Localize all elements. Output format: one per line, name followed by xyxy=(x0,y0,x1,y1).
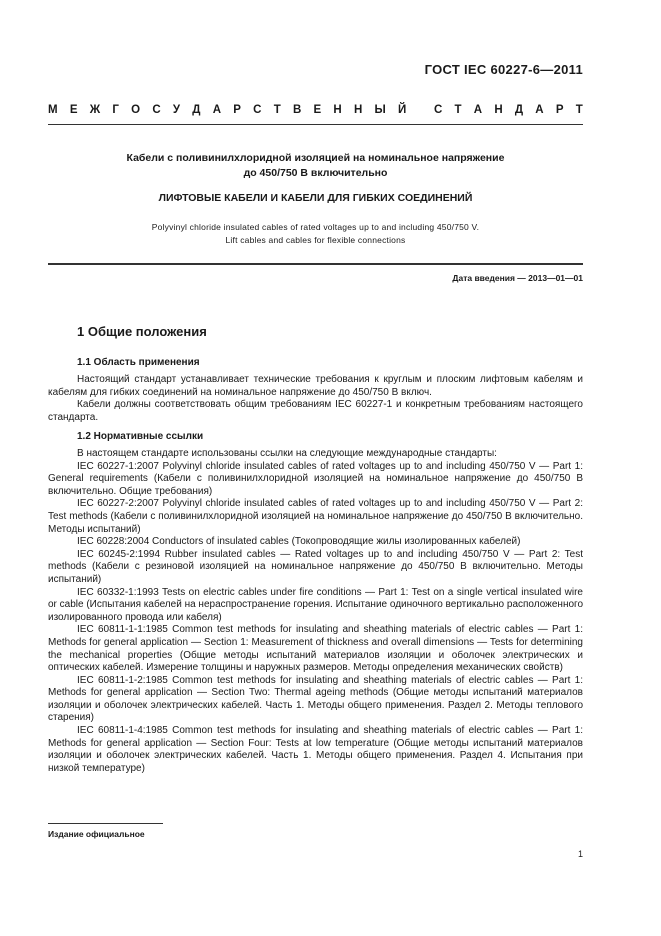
main-title: ЛИФТОВЫЕ КАБЕЛИ И КАБЕЛИ ДЛЯ ГИБКИХ СОЕДИНЕНИЙ xyxy=(158,192,473,204)
heading-letter: А xyxy=(535,104,544,116)
heading-letter: У xyxy=(172,104,181,116)
heading-letter: Ы xyxy=(374,104,386,116)
heading-letter xyxy=(419,104,422,116)
subsection-1-1-title: 1.1 Область применения xyxy=(77,357,200,368)
official-edition-note: Издание официальное xyxy=(48,829,145,839)
heading-letter: Д xyxy=(192,104,201,116)
reference-entry: IEC 60811-1-4:1985 Common test methods for insulating and sheathing materials of electric cables — Part 1: Methods for general application — Section Four: Tests at low temperature (Общие методы испытаний материалов изоляции и оболочек электрических кабелей. Часть 1. Методы общего применения. Раздел 4. Испытания при низкой температуре) xyxy=(48,725,583,774)
reference-entry: IEC 60245-2:1994 Rubber insulated cables — Rated voltages up to and including 450/750 V — Part 2: Test methods (Кабели с резиновой изоляцией на номинальное напряжение до 450/750 В включительно. Методы испытаний) xyxy=(48,548,583,585)
reference-entry: IEC 60332-1:1993 Tests on electric cables under fire conditions — Part 1: Test on a single vertical insulated wire or cable (Испытания кабелей на нераспространение горения. Испытание одиночного вертикально расположенного изолированного провода или кабеля) xyxy=(48,586,584,623)
document-code: ГОСТ IEC 60227-6—2011 xyxy=(424,62,583,77)
reference-entry: IEC 60227-1:2007 Polyvinyl chloride insulated cables of rated voltages up to and including 450/750 V — Part 1: General requirements (Кабели с поливинилхлоридной изоляцией на номинальное напряжение до 450/750 В включительно. Общие требования) xyxy=(48,460,583,497)
title-divider xyxy=(48,263,583,265)
heading-letter: Т xyxy=(575,104,583,116)
heading-letter: В xyxy=(292,104,302,116)
heading-letter: Й xyxy=(398,104,407,116)
reference-entry: IEC 60811-1-2:1985 Common test methods for insulating and sheathing materials of electric cables — Part 1: Methods for general application — Section Two: Thermal ageing methods (Общие методы испытаний материалов изоляции и оболочек электрических кабелей. Часть 1. Методы общего применения. Раздел 2. Методы теплового старения) xyxy=(48,674,583,724)
heading-letter: М xyxy=(48,104,58,116)
heading-letter: Р xyxy=(555,104,564,116)
heading-letter: Г xyxy=(112,104,119,116)
title-russian-line-2: до 450/750 В включительно xyxy=(243,167,388,179)
heading-letter: Н xyxy=(353,104,363,116)
title-russian-line-1: Кабели с поливинилхлоридной изоляцией на номинальное напряжение xyxy=(126,152,505,164)
heading-letter: Ж xyxy=(89,104,101,116)
paragraph: Кабели должны соответствовать общим требованиям IEC 60227-1 и конкретным требованиям настоящего стандарта. xyxy=(48,399,583,423)
subsection-1-2-title: 1.2 Нормативные ссылки xyxy=(77,431,204,442)
subsection-1-2-body xyxy=(48,448,583,775)
heading-letter: О xyxy=(131,104,141,116)
footer-divider xyxy=(48,823,163,824)
paragraph: Настоящий стандарт устанавливает технические требования к круглым и плоским лифтовым кабелям и кабелям для гибких соединений на номинальное напряжение до 450/750 В включ. xyxy=(48,374,583,398)
interstate-standard-heading xyxy=(48,104,583,116)
heading-letter: Т xyxy=(273,104,281,116)
paragraph: В настоящем стандарте использованы ссылки на следующие международные стандарты: xyxy=(77,448,497,459)
heading-letter: Е xyxy=(69,104,78,116)
page-number: 1 xyxy=(577,849,583,859)
introduction-date: Дата введения — 2013—01—01 xyxy=(452,273,583,283)
title-english-line-2: Lift cables and cables for flexible connections xyxy=(225,235,406,245)
reference-entry: IEC 60228:2004 Conductors of insulated cables (Токопроводящие жилы изолированных кабелей) xyxy=(77,536,521,548)
title-russian xyxy=(48,151,583,181)
heading-letter: Д xyxy=(514,104,524,116)
heading-letter: Т xyxy=(454,104,462,116)
heading-letter: С xyxy=(152,104,161,116)
top-divider xyxy=(48,124,583,125)
subsection-1-1-body xyxy=(48,374,583,424)
heading-letter: Н xyxy=(333,104,342,116)
section-1-title: 1 Общие положения xyxy=(77,324,207,339)
title-english xyxy=(48,221,583,247)
heading-letter: С xyxy=(433,104,443,116)
heading-letter: А xyxy=(473,104,483,116)
reference-entry: IEC 60227-2:2007 Polyvinyl chloride insulated cables of rated voltages up to and including 450/750 V — Part 2: Test methods (Кабели с поливинилхлоридной изоляцией на номинальное напряжение до 450/750 В включительно. Методы испытаний) xyxy=(48,498,583,535)
heading-letter: С xyxy=(253,104,262,116)
heading-letter: Е xyxy=(313,104,322,116)
heading-letter: Н xyxy=(494,104,503,116)
reference-entry: IEC 60811-1-1:1985 Common test methods for insulating and sheathing materials of electric cables — Part 1: Methods for general application — Section 1: Measurement of thickness and overall dimensions — Tests for determining the mechanical properties (Общие методы испытаний материалов изоляции и оболочек электрических и оптических кабелей. Измерение толщины и наружных размеров. Методы определения механических свойств) xyxy=(48,624,583,674)
heading-letter: А xyxy=(212,104,222,116)
title-english-line-1: Polyvinyl chloride insulated cables of rated voltages up to and including 450/750 V. xyxy=(151,222,480,232)
heading-letter: Р xyxy=(233,104,241,116)
